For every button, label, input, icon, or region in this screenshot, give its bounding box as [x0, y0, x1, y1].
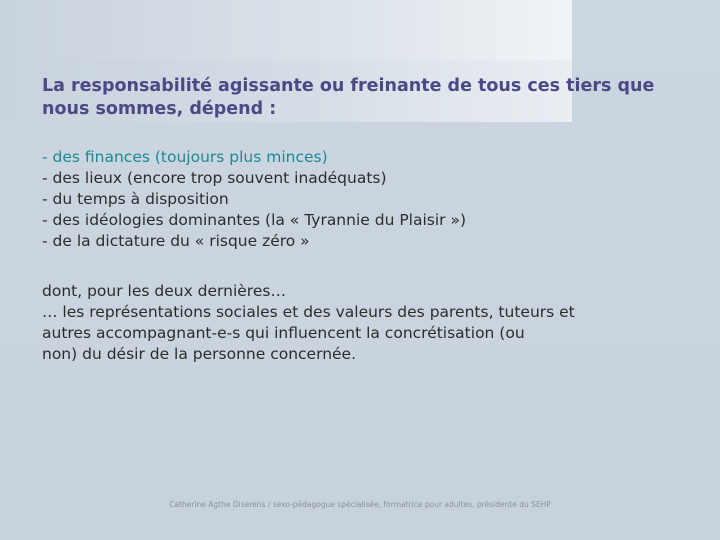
paragraph-line-2: … les représentations sociales et des valeurs des parents, tuteurs et: [42, 303, 575, 321]
list-item-ideologies: - des idéologies dominantes (la « Tyrannie du Plaisir »): [42, 211, 466, 229]
list-item-finances: - des finances (toujours plus minces): [42, 148, 328, 166]
list-item-time: - du temps à disposition: [42, 190, 229, 208]
paragraph-line-3: autres accompagnant-e-s qui influencent la concrétisation (ou: [42, 324, 525, 342]
title-panel-highlight: [0, 0, 572, 60]
paragraph-line-1: dont, pour les deux dernières…: [42, 282, 286, 300]
paragraph-line-4: non) du désir de la personne concernée.: [42, 345, 357, 363]
slide-title-line-2: nous sommes, dépend :: [42, 99, 277, 119]
slide-title: [42, 75, 682, 121]
list-item-places: - des lieux (encore trop souvent inadéquats): [42, 169, 387, 187]
closing-paragraph: [42, 281, 682, 365]
list-item-zero-risk: - de la dictature du « risque zéro »: [42, 232, 310, 250]
factors-list: [42, 147, 682, 252]
slide-title-line-1: La responsabilité agissante ou freinante de tous ces tiers que: [42, 76, 655, 96]
footer-credit: Catherine Agthe Diserens / sexo-pédagogue spécialisée, formatrice pour adultes, présidente du SEHP: [169, 500, 551, 509]
